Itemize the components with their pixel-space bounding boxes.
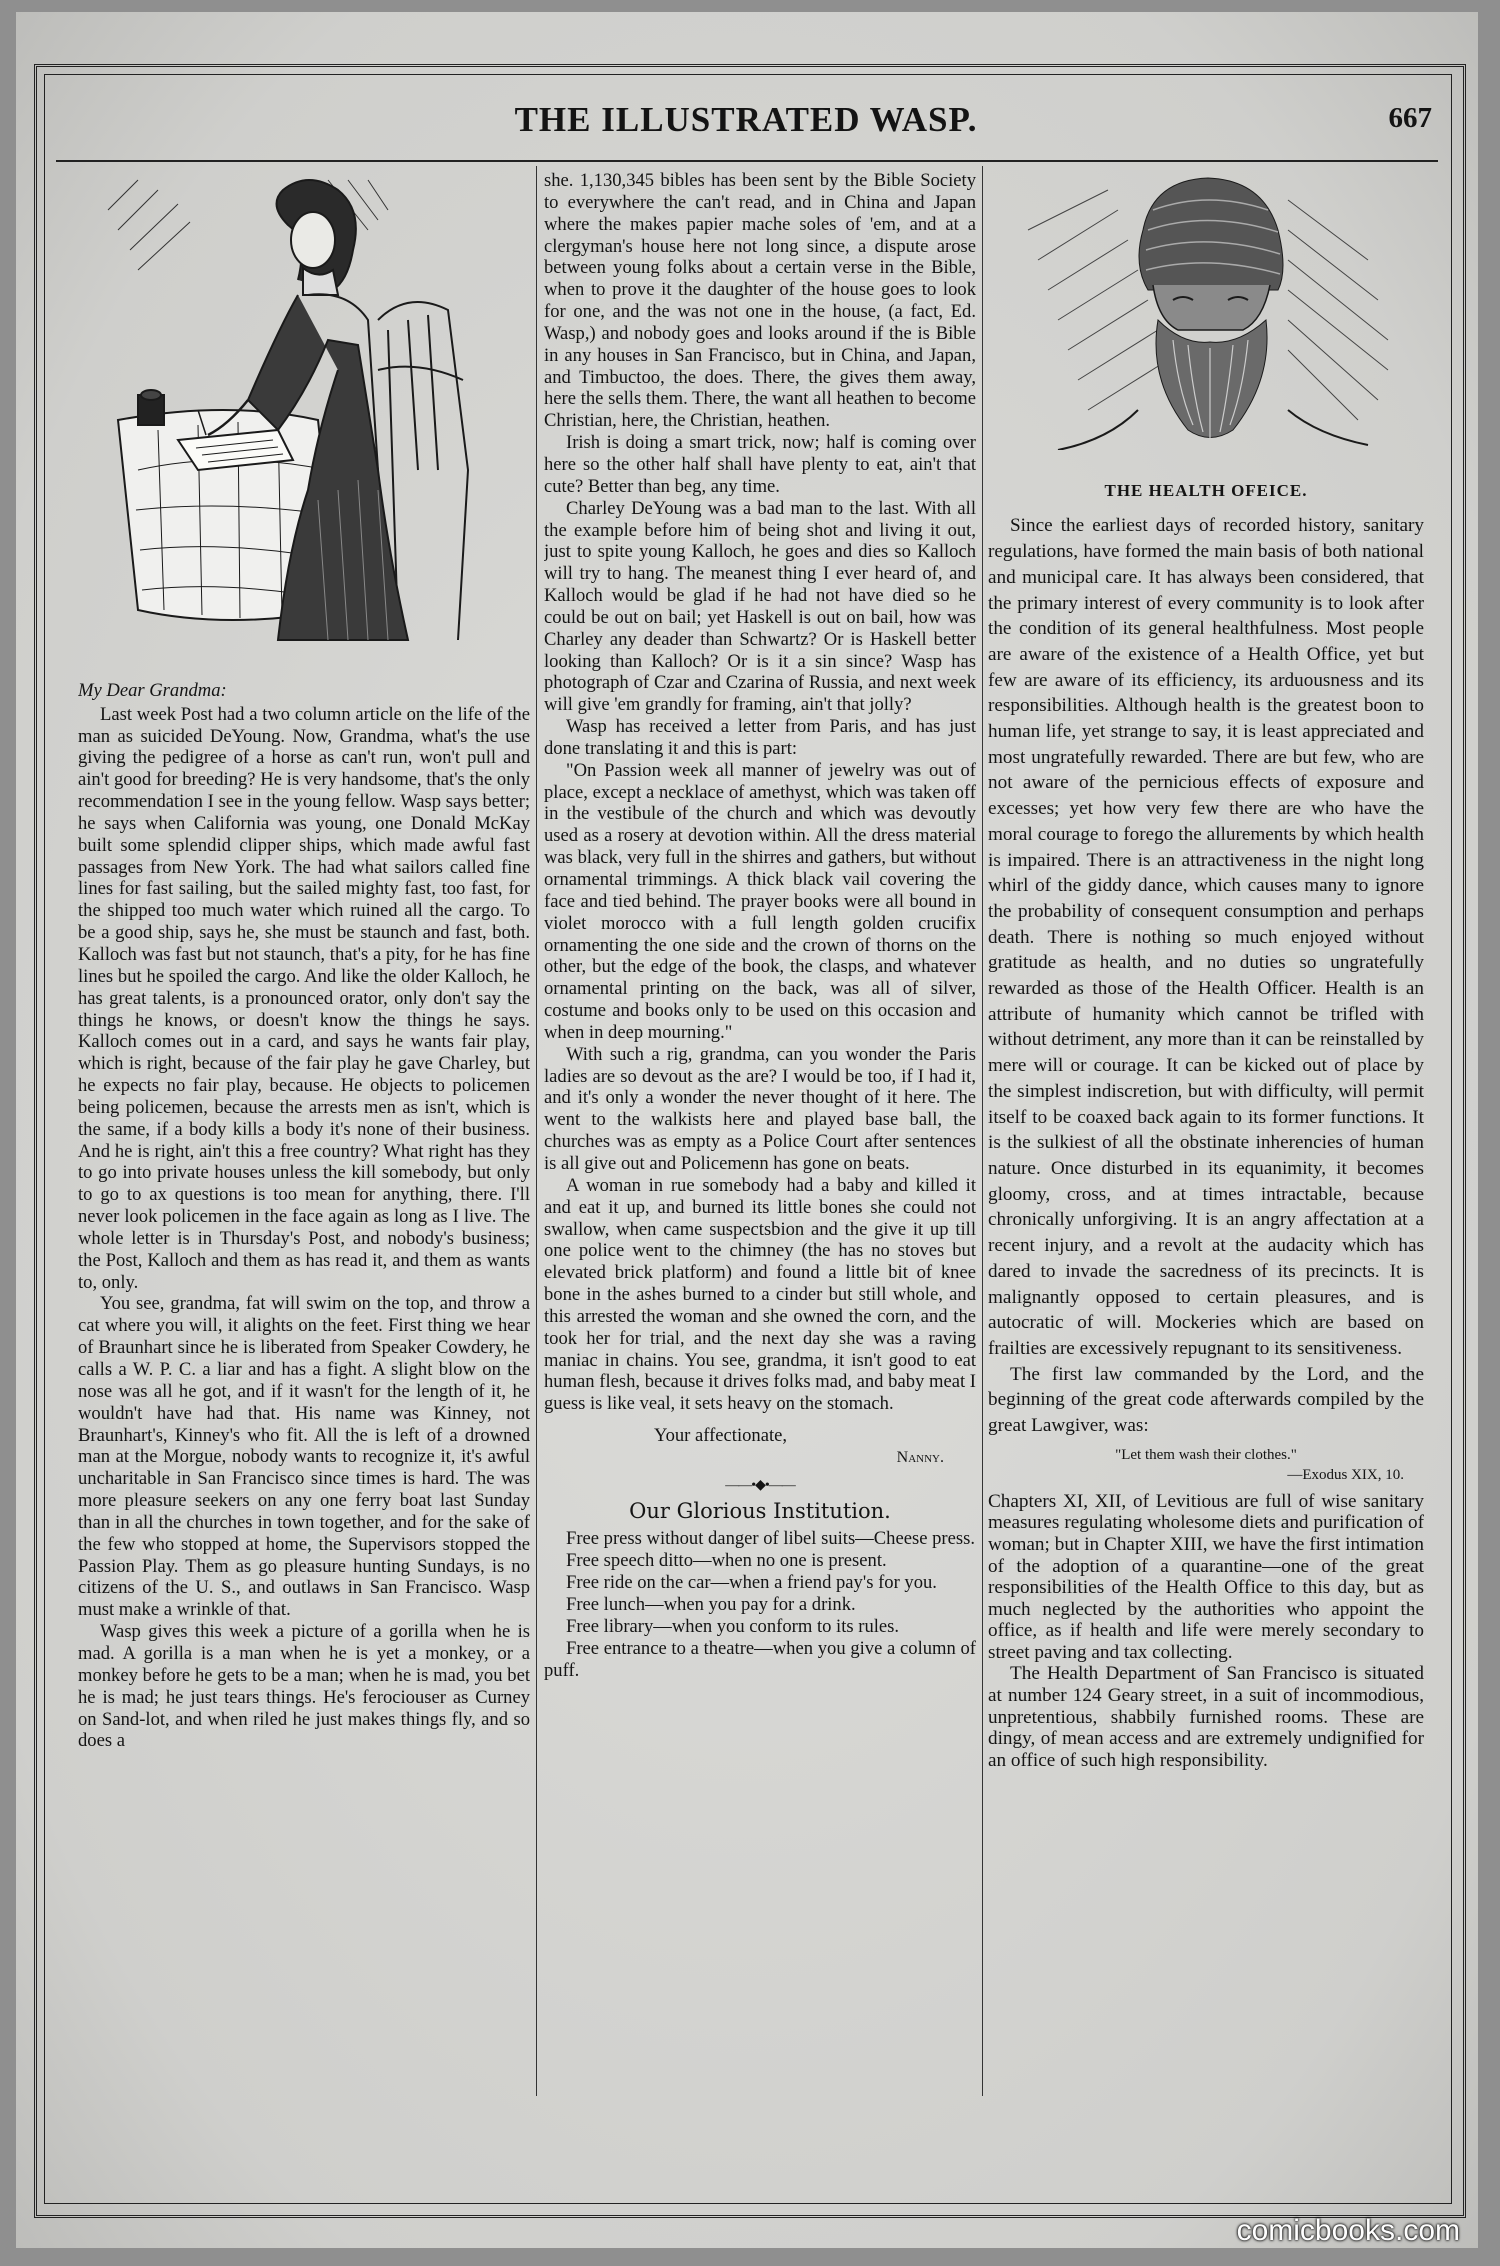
section-title: Our Glorious Institution.: [629, 1498, 891, 1523]
scripture-reference: —Exodus XIX, 10.: [1287, 1466, 1404, 1483]
column-2: [544, 170, 976, 2100]
col3-paragraph: The Health Department of San Francisco is situated at number 124 Geary street, in a suit of incommodious, unpretentious, shabbily furnished rooms. These are dingy, of mean access and are extremely undignified for an office of such high responsibility.: [988, 1663, 1424, 1771]
col3-paragraph: Since the earliest days of recorded history, sanitary regulations, have formed the main basis of both national and municipal care. It has always been considered, that the primary interest of every community is to look after the condition of its general healthfulness. Most people are aware of the existence of a Health Office, yet but few are aware of its efficiency, its arduousness and its responsibilities. Although health is the greatest boon to human life, yet strange to say, it is least appreciated and most ungratefully rewarded. There are but few, who are not aware of the pernicious effects of exposure and excesses; yet how very few there are who have the moral courage to forego the allurements by which health is impaired. There is an attractiveness in the night long whirl of the giddy dance, which causes many to ignore the probability of consequent consumption and perhaps death. There is nothing so much enjoyed without gratitude as health, and no duties so ungratefully rewarded as those of the Health Officer. Health is an attribute of humanity which cannot be trifled with without detriment, any more than it can be reinstalled by mere will or courage. It can be kicked out of place by the simplest indiscretion, but with difficulty, will permit itself to be coaxed back again to its former functions. It is the sulkiest of all the obstinate inherencies of human nature. Once disturbed in its equanimity, it becomes gloomy, cross, and at times intractable, because chronically unforgiving. It is an angry affectation at a recent injury, and a revolt at the audacity which has dared to invade the sacredness of its precincts. It is malignantly opposed to certain pleasures, and is autocratic of will. Mockeries which are based on frailties are excessively repugnant to its sensitiveness.: [988, 515, 1424, 1359]
salutation: My Dear Grandma:: [78, 679, 227, 701]
institution-line: Free lunch—when you pay for a drink.: [566, 1594, 856, 1615]
section-ornament: ——•◆•——: [725, 1477, 795, 1493]
col2-paragraph: Charley DeYoung was a bad man to the last. With all the example before him of being shot and living it out, just to spite young Kalloch, he goes and dies so Kalloch will try to hang. The meanest thing I ever heard of, and Kalloch would be glad if he had not have died so he could be out on bail; yet Haskell is out on bail, how was Charley any deader than Schwartz? Or is Haskell better looking than Kalloch? Or is it a sin since? Wasp has photograph of Czar and Czarina of Russia, and next week will give 'em grandly for framing, ain't that jolly?: [544, 497, 976, 716]
col1-paragraph: Last week Post had a two column article on the life of the man as suicided DeYoung. Now, Grandma, what's the use giving the pedigree of a horse as can't run, won't pull and ain't good for breeding? He is very handsome, that's the only recommendation I see in the young fellow. Wasp says better; he says when California was young, one Donald McKay built some splendid clipper ships, which made awful fast passages from New York. The had what sailors called fine lines for fast sailing, but the sailed mighty fast, too fast, for the shipped too much water which ruined all the cargo. To be a good ship, says he, she must be staunch and fast, both. Kalloch was fast but not staunch, that's a pity, for he has fine lines but he spoiled the cargo. And like the older Kalloch, he has great talents, is a pronounced orator, only don't say the things he knows, or doesn't know the things he says. Kalloch comes out in a card, and says he wants fair play, which is right, because of the fair play he gave Charley, but he expects no fair play, because. He objects to policemen being policemen, because the arrests men as isn't, which is the same, if a body kills a body it's none of their business. And he is right, ain't this a free country? What right has they to go into private houses unless the kill somebody, but only to go to ax questions is too mean for anything, there. I'll never look policemen in the face again as long as I live. The whole letter is in Thursday's Post, and nobody's business; the Post, Kalloch and them as has read it, and them as wants to, only.: [78, 703, 530, 1293]
col2-paragraph: she. 1,130,345 bibles has been sent by the Bible Society to everywhere the can't read, and in China and Japan where the makes papier mache soles of 'em, and at a clergyman's house here not long since, a dispute arose between young folks about a certain verse in the Bible, when to prove it the daughter of the house goes to look for one, and the was not one in the house, (a fact, Ed. Wasp,) and nobody goes and looks around if the is Bible in any houses in San Francisco, but in China, and Japan, and Timbuctoo, the does. There, the gives them away, here the sells them. There, the want all heathen to become Christian, here, the Christian, heathen.: [544, 170, 976, 432]
col2-paragraph: A woman in rue somebody had a baby and killed it and eat it up, and burned its little bones she could not swallow, when came suspectsbion and the give it up till one police went to the chimney (the has no stoves but elevated brick platform) and found a little bit of knee bone in the ashes burned to a cinder but still whole, and this arrested the woman and she owned the corn, and the took her for trial, and the next day she was a raving maniac in chains. You see, grandma, it isn't good to eat human flesh, because it drives folks mad, and baby meat I guess is like veal, it sets heavy on the stomach.: [544, 1174, 976, 1415]
institution-line: Free ride on the car—when a friend pay's for you.: [566, 1572, 937, 1594]
column-1: [78, 170, 530, 2100]
scripture-quote: "Let them wash their clothes.": [1115, 1446, 1297, 1463]
institution-line: Free library—when you conform to its rules.: [566, 1615, 900, 1637]
col3-paragraph: The first law commanded by the Lord, and the beginning of the great code afterwards compiled by the great Lawgiver, was:: [988, 1363, 1424, 1437]
institution-line: Free speech ditto—when no one is present.: [566, 1550, 887, 1572]
site-watermark: comicbooks.com: [1236, 2214, 1460, 2247]
institution-line: Free entrance to a theatre—when you give a column of puff.: [544, 1637, 976, 1681]
institution-line: Free press without danger of libel suits—Cheese press.: [566, 1528, 975, 1550]
column-rule-1: [536, 166, 537, 2096]
illustration-caption: THE HEALTH OFEICE.: [1104, 480, 1308, 500]
bearded-head-illustration: [988, 170, 1424, 450]
column-3: [988, 170, 1424, 2100]
col1-paragraph: You see, grandma, fat will swim on the top, and throw a cat where you will, it alights on the feet. First thing we hear of Braunhart since he is liberated from Speaker Cowdery, he calls a W. P. C. a liar and has a fight. A slight blow on the nose was all he got, and if it wasn't for the length of it, he wouldn't have had that. His name was Kinney, not Braunhart's, Kinney's who fit. All the is left of a drowned man at the Morgue, nobody wants to recognize it, it's awful uncharitable in San Francisco since times is hard. The was more pleasure seekers on any one ferry boat last Sunday than in all the churches in town together, and for the sake of the few who stopped at home, the Supervisors stopped the Passion Play. Them as go pleasure hunting Sundays, is no citizens of the U. S., and outlaws in San Francisco. Wasp must make a wrinkle of that.: [78, 1293, 530, 1621]
magazine-page: [16, 12, 1478, 2248]
col2-paragraph: Wasp has received a letter from Paris, and has just done translating it and this is part:: [544, 716, 976, 759]
col2-paragraph: Irish is doing a smart trick, now; half is coming over here so the other half shall have plenty to eat, ain't that cute? Better than beg, any time.: [544, 432, 976, 497]
girl-writing-illustration: [78, 170, 530, 660]
col2-paragraph: With such a rig, grandma, can you wonder the Paris ladies are so devout as the are? I would be too, if I had it, and it's only a wonder the never thought of it here. The went to the walkists here and played base ball, the churches was as empty as a Police Court after sentences is all give out and Policemenn has gone on beats.: [544, 1043, 976, 1174]
letter-signature: Nanny.: [896, 1448, 944, 1466]
letter-signoff: Your affectionate,: [654, 1425, 788, 1447]
masthead-title: THE ILLUSTRATED WASP.: [514, 100, 978, 139]
page-number: 667: [1388, 102, 1432, 134]
col2-paragraph: "On Passion week all manner of jewelry was out of place, except a necklace of amethyst, which was taken off in the vestibule of the church and which was devoutly used as a rosery at devotion within. All the dress material was black, very full in the shirres and gathers, but without ornamental trimmings. A thick black vail covering the face and tied behind. The prayer books were all bound in violet morocco with a full length golden crucifix ornamenting the one side and the crown of thorns on the other, but the edge of the book, the clasps, and whatever ornamental printing on the back, was all of silver, costume and books only to be used on this occasion and when in deep mourning.": [544, 759, 976, 1043]
col1-paragraph: Wasp gives this week a picture of a gorilla when he is mad. A gorilla is a man when he is yet a monkey, or a monkey before he gets to be a man; when he is mad, you bet he is mad; he just tears things. He's ferociouser as Curney on Sand-lot, and when riled he just makes things fly, and so does a: [78, 1621, 530, 1752]
col3-paragraph: Chapters XI, XII, of Levitious are full of wise sanitary measures regulating wholesome diets and purification of woman; but in Chapter XIII, we have the first intimation of the adoption of a quarantine—one of the great responsibilities of the Health Office to this day, but as much neglected by the authorities who appoint the office, as if health and life were merely secondary to street paving and tax collecting.: [988, 1490, 1424, 1663]
column-rule-2: [982, 166, 983, 2096]
header-rule: [56, 160, 1438, 162]
page-header: [56, 92, 1436, 152]
